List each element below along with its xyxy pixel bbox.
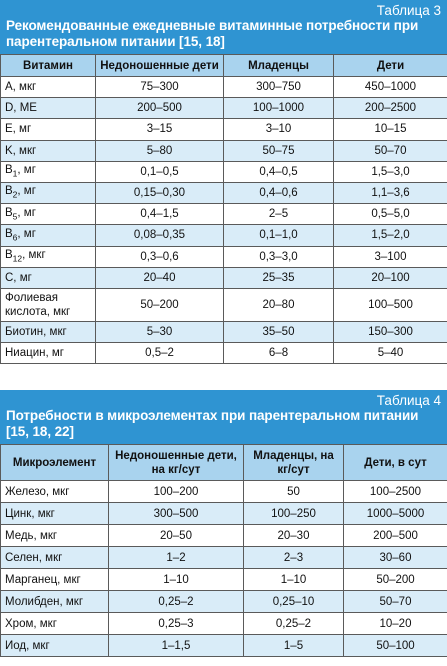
row-label-cell: Ниацин, мг: [1, 343, 96, 364]
value-cell: 0,1–0,5: [96, 161, 224, 182]
value-cell: 0,5–5,0: [334, 204, 447, 225]
table-row: [1, 182, 447, 203]
row-label-cell: $B_5$, мг: [1, 204, 96, 225]
table-row: [1, 204, 447, 225]
table-row: [1, 569, 447, 591]
column-header: Дети, в сут: [344, 445, 447, 481]
row-label-cell: E, мг: [1, 119, 96, 140]
value-cell: 200–500: [96, 98, 224, 119]
value-cell: 35–50: [224, 321, 334, 342]
value-cell: 0,25–3: [109, 613, 244, 635]
table-row: [1, 288, 447, 321]
value-cell: 30–60: [344, 547, 447, 569]
row-label-cell: A, мкг: [1, 77, 96, 98]
row-label-cell: C, мг: [1, 267, 96, 288]
row-label-cell: $B_{12}$, мкг: [1, 246, 96, 267]
row-label-cell: Фолиевая кислота, мкг: [1, 288, 96, 321]
value-cell: 2–3: [244, 547, 344, 569]
value-cell: 200–500: [344, 525, 447, 547]
row-label-cell: $B_1$, мг: [1, 161, 96, 182]
table-row: [1, 613, 447, 635]
value-cell: 1–2: [109, 547, 244, 569]
row-label-cell: Марганец, мкг: [1, 569, 109, 591]
value-cell: 0,3–0,6: [96, 246, 224, 267]
value-cell: 1,5–2,0: [334, 225, 447, 246]
row-label-cell: $B_6$, мг: [1, 225, 96, 246]
value-cell: 3–15: [96, 119, 224, 140]
value-cell: 5–40: [334, 343, 447, 364]
row-label-cell: Цинк, мкг: [1, 503, 109, 525]
value-cell: 0,25–10: [244, 591, 344, 613]
table-row: [1, 547, 447, 569]
value-cell: 50–200: [344, 569, 447, 591]
value-cell: 100–250: [244, 503, 344, 525]
value-cell: 150–300: [334, 321, 447, 342]
value-cell: 20–80: [224, 288, 334, 321]
row-label-cell: Железо, мкг: [1, 481, 109, 503]
value-cell: 50–200: [96, 288, 224, 321]
column-header: Младенцы, на кг/сут: [244, 445, 344, 481]
row-label-cell: Иод, мкг: [1, 635, 109, 657]
table-row: [1, 77, 447, 98]
value-cell: 0,08–0,35: [96, 225, 224, 246]
value-cell: 0,1–1,0: [224, 225, 334, 246]
value-cell: 50–75: [224, 140, 334, 161]
table-row: [1, 481, 447, 503]
column-header: Младенцы: [224, 55, 334, 77]
table-row: [1, 161, 447, 182]
value-cell: 300–750: [224, 77, 334, 98]
value-cell: 1–10: [109, 569, 244, 591]
value-cell: 0,3–3,0: [224, 246, 334, 267]
row-label-cell: Селен, мкг: [1, 547, 109, 569]
column-header: Микроэлемент: [1, 445, 109, 481]
row-label-cell: Молибден, мкг: [1, 591, 109, 613]
table-title: Рекомендованные ежедневные витаминные потребности при парентеральном питании [15, 18]: [6, 18, 419, 49]
value-cell: 25–35: [224, 267, 334, 288]
table-row: [1, 321, 447, 342]
table-row: [1, 140, 447, 161]
table-row: [1, 635, 447, 657]
table-row: [1, 343, 447, 364]
column-header: Недоношенные дети, на кг/сут: [109, 445, 244, 481]
column-header: Недоношенные дети: [96, 55, 224, 77]
value-cell: 20–100: [334, 267, 447, 288]
row-label-cell: Биотин, мкг: [1, 321, 96, 342]
table-3-header: [0, 0, 447, 54]
table-header-row: [1, 55, 447, 77]
row-label-cell: $B_2$, мг: [1, 182, 96, 203]
table-header-row: [1, 445, 447, 481]
value-cell: 6–8: [224, 343, 334, 364]
table-row: [1, 503, 447, 525]
value-cell: 5–80: [96, 140, 224, 161]
value-cell: 0,4–0,6: [224, 182, 334, 203]
column-header: Витамин: [1, 55, 96, 77]
table-row: [1, 225, 447, 246]
value-cell: 1,1–3,6: [334, 182, 447, 203]
table-title: Потребности в микроэлементах при парентеральном питании [15, 18, 22]: [6, 408, 419, 439]
value-cell: 50–100: [344, 635, 447, 657]
value-cell: 3–100: [334, 246, 447, 267]
table-4: [0, 390, 447, 657]
table-row: [1, 246, 447, 267]
row-label-cell: Медь, мкг: [1, 525, 109, 547]
value-cell: 1–10: [244, 569, 344, 591]
column-header: Дети: [334, 55, 447, 77]
table-row: [1, 591, 447, 613]
value-cell: 200–2500: [334, 98, 447, 119]
row-label-cell: K, мкг: [1, 140, 96, 161]
value-cell: 50: [244, 481, 344, 503]
value-cell: 100–200: [109, 481, 244, 503]
value-cell: 5–30: [96, 321, 224, 342]
table-row: [1, 525, 447, 547]
value-cell: 1000–5000: [344, 503, 447, 525]
value-cell: 10–20: [344, 613, 447, 635]
value-cell: 450–1000: [334, 77, 447, 98]
table-number: Таблица 3: [376, 3, 441, 18]
value-cell: 0,5–2: [96, 343, 224, 364]
value-cell: 0,25–2: [109, 591, 244, 613]
table-number: Таблица 4: [376, 393, 441, 408]
value-cell: 0,25–2: [244, 613, 344, 635]
value-cell: 300–500: [109, 503, 244, 525]
value-cell: 0,15–0,30: [96, 182, 224, 203]
table-row: [1, 98, 447, 119]
value-cell: 0,4–1,5: [96, 204, 224, 225]
value-cell: 20–50: [109, 525, 244, 547]
value-cell: 20–40: [96, 267, 224, 288]
value-cell: 10–15: [334, 119, 447, 140]
microelements-table: [0, 444, 447, 657]
value-cell: 1–1,5: [109, 635, 244, 657]
table-row: [1, 267, 447, 288]
table-4-header: [0, 390, 447, 444]
value-cell: 0,4–0,5: [224, 161, 334, 182]
value-cell: 100–2500: [344, 481, 447, 503]
value-cell: 100–500: [334, 288, 447, 321]
value-cell: 1–5: [244, 635, 344, 657]
row-label-cell: Хром, мкг: [1, 613, 109, 635]
value-cell: 50–70: [334, 140, 447, 161]
value-cell: 50–70: [344, 591, 447, 613]
vitamins-table: [0, 54, 447, 364]
value-cell: 3–10: [224, 119, 334, 140]
value-cell: 100–1000: [224, 98, 334, 119]
value-cell: 2–5: [224, 204, 334, 225]
value-cell: 20–30: [244, 525, 344, 547]
row-label-cell: D, МЕ: [1, 98, 96, 119]
table-row: [1, 119, 447, 140]
value-cell: 1,5–3,0: [334, 161, 447, 182]
value-cell: 75–300: [96, 77, 224, 98]
